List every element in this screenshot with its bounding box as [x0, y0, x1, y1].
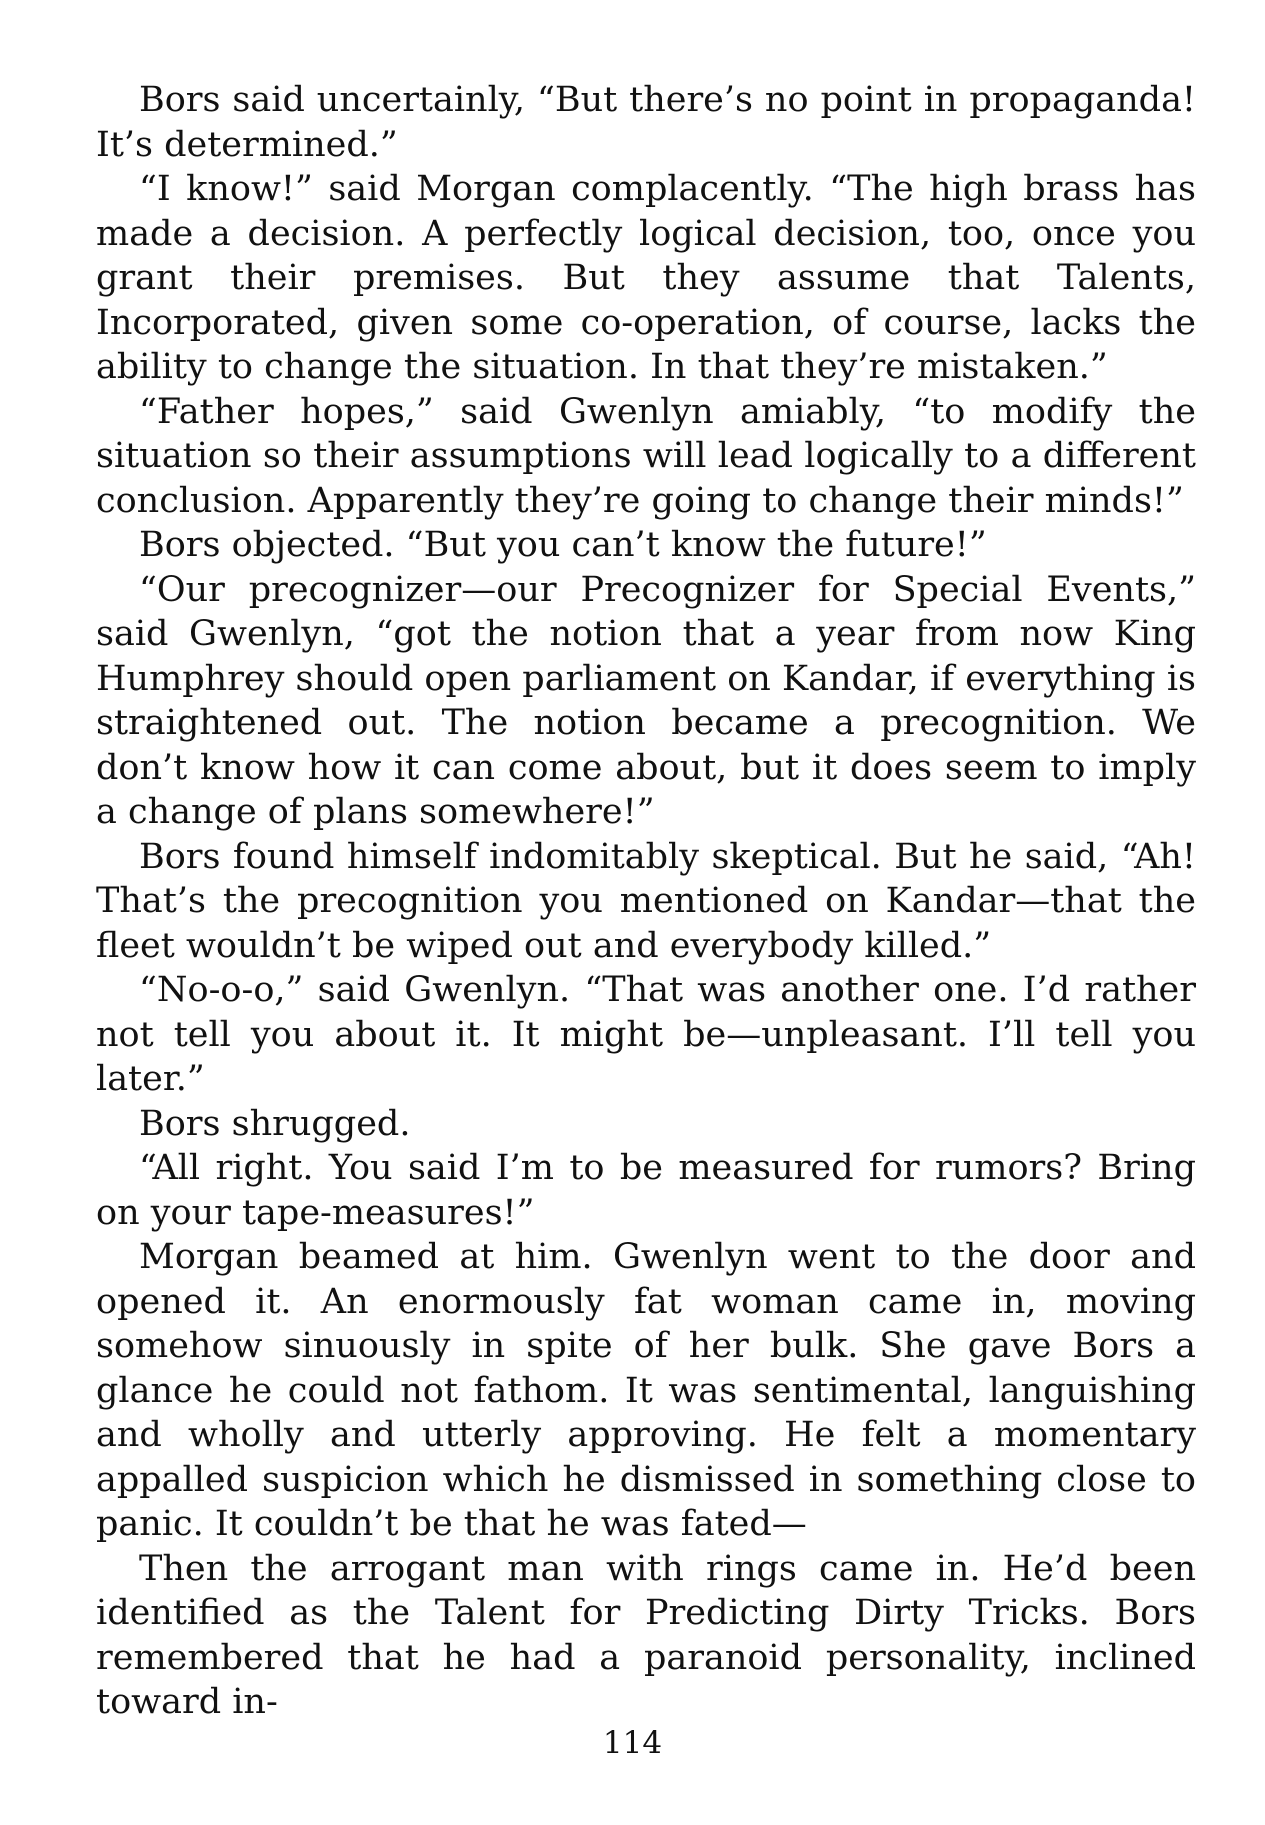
paragraph: Bors found himself indomitably skeptical. But he said, “Ah! That’s the precognition you mentioned on Kandar—that the fleet wouldn’t be wiped out and everybody killed.”: [96, 836, 1196, 966]
paragraph: Morgan beamed at him. Gwenlyn went to the door and opened it. An enormously fat woman came in, moving somehow sinuously in spite of her bulk. She gave Bors a glance he could not fathom. It was sentimental, languishing and wholly and utterly approving. He felt a momentary appalled suspicion which he dismissed in something close to panic. It couldn’t be that he was fated—: [96, 1237, 1196, 1544]
paragraph: Bors objected. “But you can’t know the future!”: [139, 525, 987, 565]
paragraph: Bors said uncertainly, “But there’s no point in propaganda! It’s determined.”: [96, 80, 1196, 165]
paragraph: Then the arrogant man with rings came in. He’d been identified as the Talent for Predicting Dirty Tricks. Bors remembered that he had a paranoid personality, inclined toward in-: [96, 1548, 1196, 1722]
paragraph: “Our precognizer—our Precognizer for Special Events,” said Gwenlyn, “got the notion that a year from now King Humphrey should open parliament on Kandar, if everything is straightened out. The notion became a precognition. We don’t know how it can come about, but it does seem to imply a change of plans somewhere!”: [96, 569, 1196, 832]
paragraph: “I know!” said Morgan complacently. “The high brass has made a decision. A perfectly logical decision, too, once you grant their premises. But they assume that Talents, Incorporated, given some co-operation, of course, lacks the ability to change the situation. In that they’re mistaken.”: [96, 169, 1196, 387]
page-number: 114: [602, 1725, 663, 1761]
paragraph: Bors shrugged.: [139, 1103, 411, 1144]
paragraph: “All right. You said I’m to be measured for rumors? Bring on your tape-measures!”: [96, 1148, 1196, 1233]
paragraph: “No-o-o,” said Gwenlyn. “That was another one. I’d rather not tell you about it. It might be—unpleasant. I’ll tell you later.”: [96, 970, 1196, 1099]
page-body: [96, 78, 1196, 1725]
paragraph: “Father hopes,” said Gwenlyn amiably, “to modify the situation so their assumptions will lead logically to a different conclusion. Apparently they’re going to change their minds!”: [96, 391, 1196, 521]
